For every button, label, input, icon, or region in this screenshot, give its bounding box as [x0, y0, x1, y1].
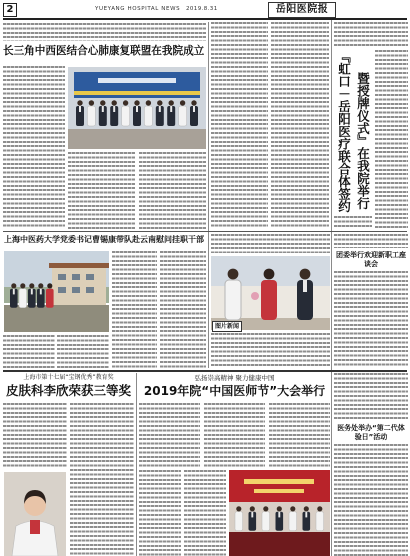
backdrop-title-bar	[98, 78, 176, 83]
article-body-text	[271, 22, 329, 229]
article-body-text	[57, 335, 109, 368]
visit-headline: 上海中医药大学党委书记曹锡康带队赴云南慰问挂职干部	[4, 235, 204, 244]
article-body-text	[184, 470, 226, 556]
article-body-text	[211, 22, 268, 229]
award-kicker: 上海市第十七届“宝钢优秀”教育奖	[23, 374, 114, 381]
article-body-text	[334, 234, 408, 248]
article-body-text	[68, 152, 135, 229]
article-body-text	[112, 251, 157, 368]
column-divider	[208, 22, 209, 368]
photo-news-image	[211, 256, 330, 330]
stage	[229, 532, 330, 556]
article-body-text	[139, 403, 200, 467]
doctors-day-headline: 2019年院“中国医师节”大会举行	[143, 384, 326, 398]
alliance-group-photo-image	[68, 67, 206, 149]
header-rule	[3, 18, 407, 20]
visit-outdoor-photo	[4, 251, 109, 332]
article-body-text	[3, 403, 67, 469]
newspaper-masthead: 岳阳医院报	[268, 2, 336, 18]
building-window	[86, 287, 94, 293]
red-banner	[229, 470, 330, 502]
medical-affairs-headline: 医务处举办“第二代体验日”活动	[337, 424, 405, 441]
lianmeng-headline: 长三角中西医结合心肺康复联盟在我院成立	[3, 45, 205, 57]
building-roof	[49, 263, 109, 268]
flower-bouquet	[251, 292, 259, 300]
article-body-text	[3, 66, 65, 229]
section-divider	[3, 370, 407, 372]
article-body-text	[211, 234, 330, 253]
article-body-text	[375, 50, 408, 229]
award-headline: 皮肤科李欣荣获三等奖	[5, 383, 131, 398]
building-window	[72, 274, 80, 280]
doctors-day-kicker: 弘扬崇高精神 聚力健康中国	[194, 374, 275, 382]
doctors-day-ceremony-photo	[229, 470, 330, 556]
banner-text-bar	[244, 479, 314, 484]
ground	[4, 305, 109, 332]
column-divider	[331, 20, 332, 556]
page-number: 2	[3, 3, 17, 17]
article-body-text	[334, 271, 408, 368]
award-winner-portrait	[4, 472, 66, 556]
article-body-text	[269, 403, 330, 467]
photo-news-image-graphic	[211, 256, 330, 330]
red-scarf	[30, 520, 40, 534]
doctors-day-ceremony-photo-image	[229, 470, 330, 556]
award-winner-portrait-image	[4, 472, 66, 556]
section-divider	[3, 231, 407, 232]
issue-date: 2019.8.31	[186, 6, 218, 12]
building-window	[58, 287, 66, 293]
article-body-text	[334, 373, 408, 421]
article-body-text	[139, 152, 206, 229]
article-body-text	[160, 251, 206, 368]
backdrop-stripe	[74, 91, 200, 95]
article-body-text	[3, 23, 206, 41]
article-body-text	[334, 22, 408, 46]
article-body-text	[334, 444, 408, 556]
alliance-group-photo	[68, 67, 206, 149]
article-body-text	[70, 403, 134, 556]
article-body-text	[334, 216, 372, 229]
photo-news-label: 图片新闻	[212, 321, 242, 332]
medical-alliance-headline-line1: 『虹口－岳阳医疗联合体签约	[336, 50, 352, 213]
building-window	[72, 287, 80, 293]
article-body-text	[139, 470, 181, 556]
building	[52, 267, 106, 305]
medical-alliance-headline-line2: 暨授牌仪式』在我院举行	[355, 72, 371, 210]
floor	[68, 129, 206, 149]
photo-caption-text	[211, 333, 330, 368]
building-window	[58, 274, 66, 280]
visit-outdoor-photo-image	[4, 251, 109, 332]
building-window	[86, 274, 94, 280]
column-divider	[136, 373, 137, 556]
banner-text-bar	[254, 489, 304, 493]
article-body-text	[3, 335, 55, 368]
newspaper-english-name: YUEYANG HOSPITAL NEWS	[95, 6, 181, 12]
youth-league-headline: 团委举行欢迎新职工座谈会	[336, 251, 406, 268]
article-body-text	[204, 403, 265, 467]
